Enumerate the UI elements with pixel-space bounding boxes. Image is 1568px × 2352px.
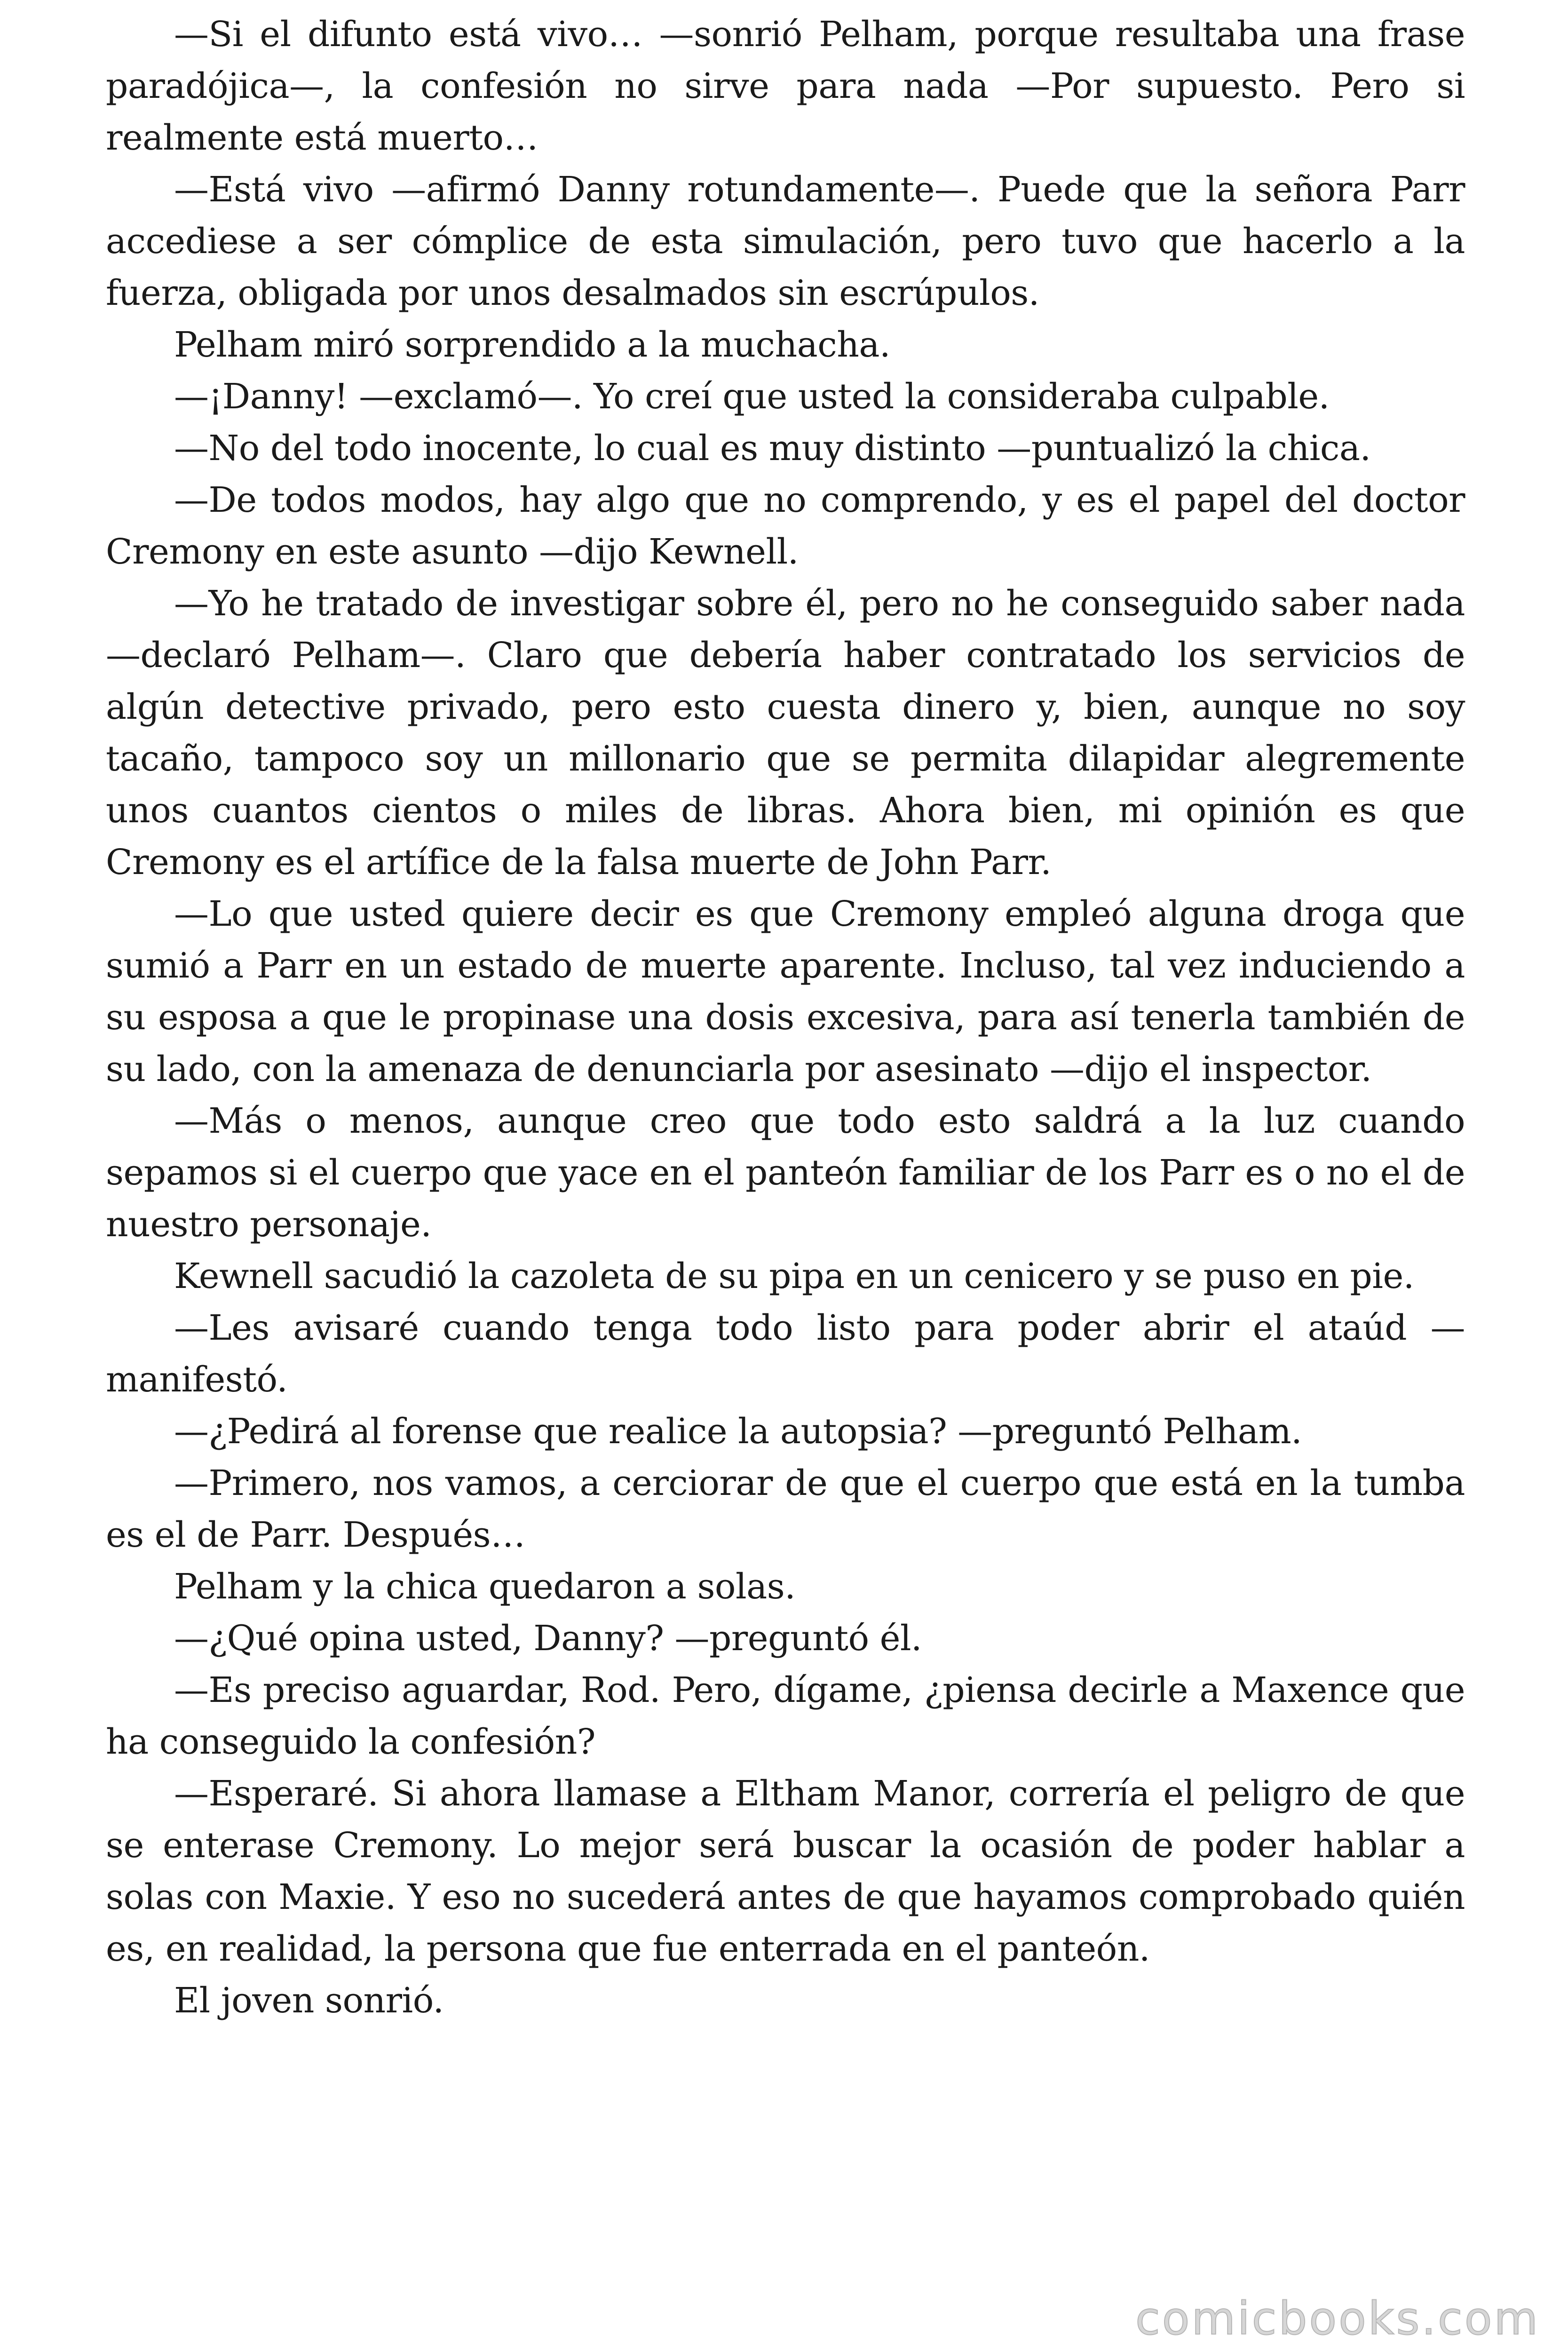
paragraph: —Lo que usted quiere decir es que Cremony empleó alguna droga que sumió a Parr en un estado de muerte aparente. Incluso, tal vez induciendo a su esposa a que le propinase una dosis excesiva, para así tenerla también de su lado, con la amenaza de denunciarla por asesinato —dijo el inspector.: [106, 894, 1465, 1089]
paragraph: —¿Qué opina usted, Danny? —preguntó él.: [174, 1618, 922, 1659]
paragraph: Pelham miró sorprendido a la muchacha.: [174, 325, 891, 365]
paragraph: Pelham y la chica quedaron a solas.: [174, 1566, 796, 1607]
paragraph: —¡Danny! —exclamó—. Yo creí que usted la consideraba culpable.: [174, 376, 1330, 417]
paragraph: —Esperaré. Si ahora llamase a Eltham Manor, correría el peligro de que se enterase Cremony. Lo mejor será buscar la ocasión de poder hablar a solas con Maxie. Y eso no sucederá antes de que hayamos comprobado quién es, en realidad, la persona que fue enterrada en el panteón.: [106, 1773, 1465, 1969]
paragraph: —No del todo inocente, lo cual es muy distinto —puntualizó la chica.: [174, 428, 1371, 469]
paragraph: —Más o menos, aunque creo que todo esto saldrá a la luz cuando sepamos si el cuerpo que yace en el panteón familiar de los Parr es o no el de nuestro personaje.: [106, 1101, 1465, 1245]
paragraph: —¿Pedirá al forense que realice la autopsia? —preguntó Pelham.: [174, 1411, 1302, 1452]
paragraph: —Primero, nos vamos, a cerciorar de que el cuerpo que está en la tumba es el de Parr. Después…: [106, 1463, 1465, 1555]
paragraph: Kewnell sacudió la cazoleta de su pipa en un cenicero y se puso en pie.: [174, 1256, 1414, 1296]
paragraph: —Si el difunto está vivo… —sonrió Pelham, porque resultaba una frase paradójica—, la confesión no sirve para nada —Por supuesto. Pero si realmente está muerto…: [106, 14, 1465, 158]
page-text: [106, 8, 1465, 2026]
paragraph: —Les avisaré cuando tenga todo listo para poder abrir el ataúd —manifestó.: [106, 1308, 1465, 1400]
paragraph: —De todos modos, hay algo que no comprendo, y es el papel del doctor Cremony en este asunto —dijo Kewnell.: [106, 480, 1465, 572]
paragraph: El joven sonrió.: [174, 1980, 444, 2021]
paragraph: —Está vivo —afirmó Danny rotundamente—. Puede que la señora Parr accediese a ser cómplice de esta simulación, pero tuvo que hacerlo a la fuerza, obligada por unos desalmados sin escrúpulos.: [106, 169, 1465, 313]
watermark: comicbooks.com: [1135, 2292, 1540, 2345]
paragraph: —Es preciso aguardar, Rod. Pero, dígame, ¿piensa decirle a Maxence que ha conseguido la confesión?: [106, 1670, 1465, 1762]
paragraph: —Yo he tratado de investigar sobre él, pero no he conseguido saber nada —declaró Pelham—. Claro que debería haber contratado los servicios de algún detective privado, pero esto cuesta dinero y, bien, aunque no soy tacaño, tampoco soy un millonario que se permita dilapidar alegremente unos cuantos cientos o miles de libras. Ahora bien, mi opinión es que Cremony es el artífice de la falsa muerte de John Parr.: [106, 583, 1465, 882]
